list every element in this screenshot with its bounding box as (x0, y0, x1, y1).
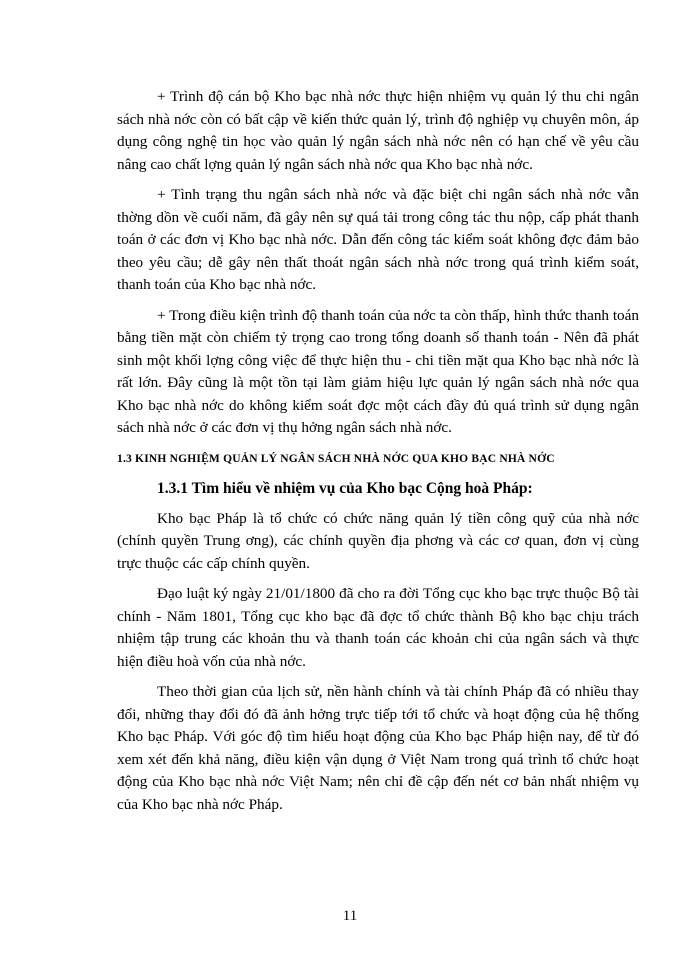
paragraph-french-treasury-role: Kho bạc Pháp là tổ chức có chức năng quản lý tiền công quỹ của nhà nớc (chính quyền Trung ơng), các chính quyền địa phơng và các cơ quan, đơn vị cùng trực thuộc các cấp chính quyền. (117, 509, 639, 572)
paragraph-year-end-spending: + Tình trạng thu ngân sách nhà nớc và đặc biệt chi ngân sách nhà nớc vẫn thờng dồn về cuối năm, đã gây nên sự quá tải trong công tác thu nộp, cấp phát thanh toán ở các đơn vị Kho bạc nhà nớc. Dẫn đến công tác kiểm soát không đợc đảm bảo theo yêu cầu; dễ gây nên thất thoát ngân sách nhà nớc trong quá trình kiểm soát, thanh toán của Kho bạc nhà nớc. (117, 186, 639, 293)
page-body (117, 86, 639, 824)
paragraph-french-treasury-changes: Theo thời gian của lịch sử, nền hành chính và tài chính Pháp đã có nhiều thay đổi, những thay đổi đó đã ảnh hởng trực tiếp tới tổ chức và hoạt động của hệ thống Kho bạc Pháp. Với góc độ tìm hiểu hoạt động của Kho bạc Pháp hiện nay, để từ đó xem xét đến khả năng, điều kiện vận dụng ở Việt Nam trong quá trình tổ chức hoạt động của Kho bạc nhà nớc Việt Nam; nên chỉ đề cập đến nét cơ bản nhất nhiệm vụ của Kho bạc nhà nớc Pháp. (117, 683, 639, 813)
paragraph-cash-payments: + Trong điều kiện trình độ thanh toán của nớc ta còn thấp, hình thức thanh toán bằng tiền mặt còn chiếm tỷ trọng cao trong tổng doanh số thanh toán - Nên đã phát sinh một khối lợng công việc để thực hiện thu - chi tiền mặt qua Kho bạc nhà nớc là rất lớn. Đây cũng là một tồn tại làm giảm hiệu lực quản lý ngân sách nhà nớc qua Kho bạc nhà nớc do không kiểm soát đợc một cách đầy đủ quá trình sử dụng ngân sách nhà nớc ở các đơn vị thụ hởng ngân sách nhà nớc. (117, 306, 639, 436)
paragraph-staff-qualification: + Trình độ cán bộ Kho bạc nhà nớc thực hiện nhiệm vụ quản lý thu chi ngân sách nhà nớc còn có bất cập về kiến thức quản lý, trình độ nghiệp vụ chuyên môn, áp dụng công nghệ tin học vào quản lý ngân sách nhà nớc nên có hạn chế về yêu cầu nâng cao chất lợng quản lý ngân sách nhà nớc qua Kho bạc nhà nớc. (117, 88, 639, 173)
page-number: 11 (342, 908, 358, 924)
section-heading: 1.3 KINH NGHIỆM QUẢN LÝ NGÂN SÁCH NHÀ NỚC QUA KHO BẠC NHÀ NỚC (117, 452, 555, 465)
subsection-heading: 1.3.1 Tìm hiểu về nhiệm vụ của Kho bạc Cộng hoà Pháp: (157, 479, 533, 497)
paragraph-french-treasury-history: Đạo luật ký ngày 21/01/1800 đã cho ra đời Tổng cục kho bạc trực thuộc Bộ tài chính - Năm 1801, Tổng cục kho bạc đã đợc tổ chức thành Bộ kho bạc chịu trách nhiệm tập trung các khoản thu và thanh toán các khoản chi của ngân sách và thực hiện điều hoà vốn của nhà nớc. (117, 585, 639, 670)
